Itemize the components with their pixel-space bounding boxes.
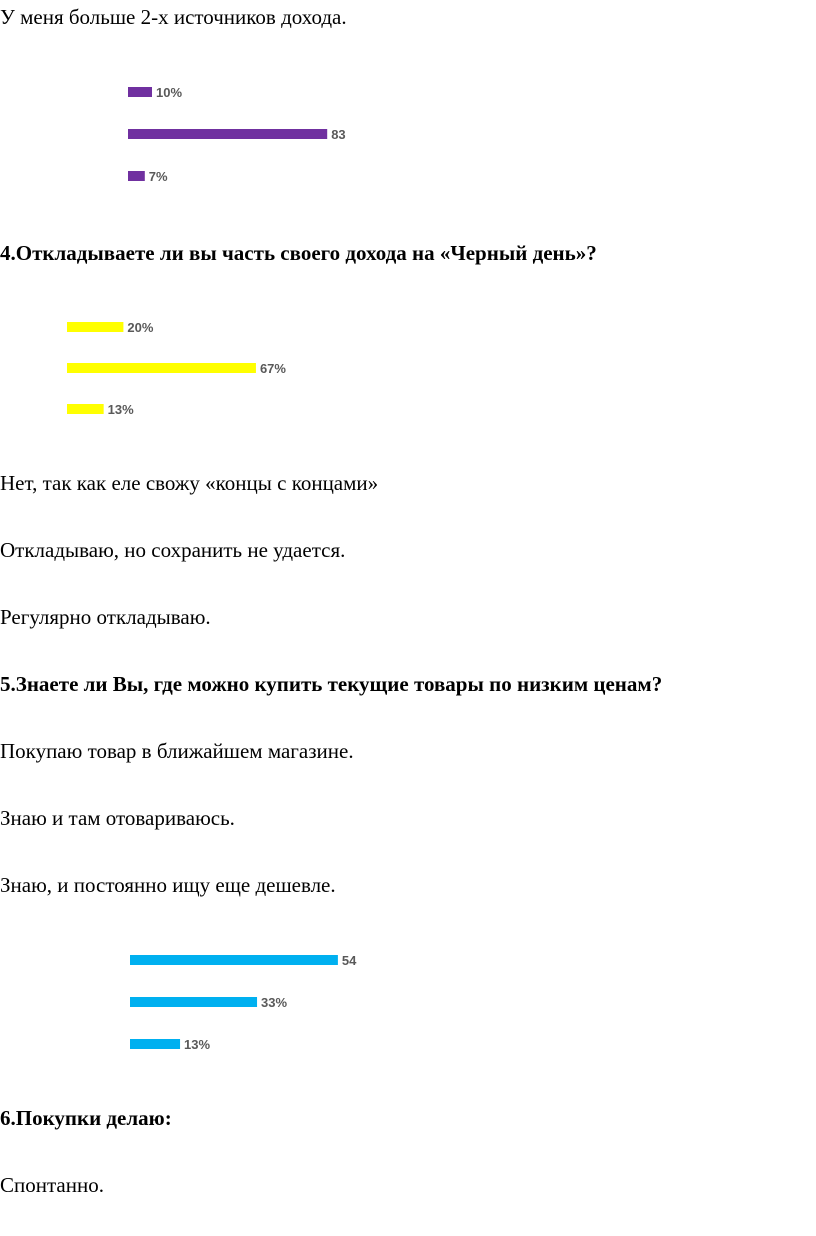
bar-chart-black-day-svg (0, 315, 420, 427)
bar-2 (128, 129, 327, 139)
bar-1 (128, 87, 152, 97)
bar-value-label-3: 13% (184, 1037, 211, 1052)
bar-chart-income (0, 80, 352, 192)
bar-value-label-3: 7% (148, 169, 168, 184)
bar-2 (67, 363, 256, 373)
bar-3 (67, 404, 104, 414)
bar-value-label-1: 20% (127, 320, 154, 335)
answer-5-1: Покупаю товар в ближайшем магазине. (0, 739, 354, 763)
bar-value-label-2: 67% (259, 361, 286, 376)
question-4: 4.Откладываете ли вы часть своего дохода на «Черный день»? (0, 241, 597, 265)
bar-value-label-2: 33% (261, 995, 288, 1010)
question-5: 5.Знаете ли Вы, где можно купить текущие товары по низким ценам? (0, 672, 663, 696)
bar-value-label-2: 83 (331, 127, 346, 142)
bar-chart-prices-svg (0, 948, 364, 1060)
bar-3 (130, 1039, 180, 1049)
bar-chart-income-svg (0, 80, 352, 192)
question-6: 6.Покупки делаю: (0, 1106, 172, 1130)
answer-4-2: Откладываю, но сохранить не удается. (0, 538, 346, 562)
bar-3 (128, 171, 145, 181)
bar-1 (67, 322, 123, 332)
bar-value-label-1: 10% (156, 85, 183, 100)
bar-2 (130, 997, 257, 1007)
bar-value-label-3: 13% (107, 402, 134, 417)
bar-1 (130, 955, 338, 965)
bar-chart-prices (0, 948, 364, 1060)
answer-4-1: Нет, так как еле свожу «концы с концами» (0, 471, 379, 495)
answer-5-2: Знаю и там отовариваюсь. (0, 806, 235, 830)
answer-4-3: Регулярно откладываю. (0, 605, 211, 629)
answer-6-1: Спонтанно. (0, 1173, 104, 1197)
bar-value-label-1: 54 (341, 953, 357, 968)
bar-chart-black-day (0, 315, 420, 427)
answer-5-3: Знаю, и постоянно ищу еще дешевле. (0, 873, 336, 897)
text-line-income-sources: У меня больше 2-х источников дохода. (0, 5, 347, 29)
